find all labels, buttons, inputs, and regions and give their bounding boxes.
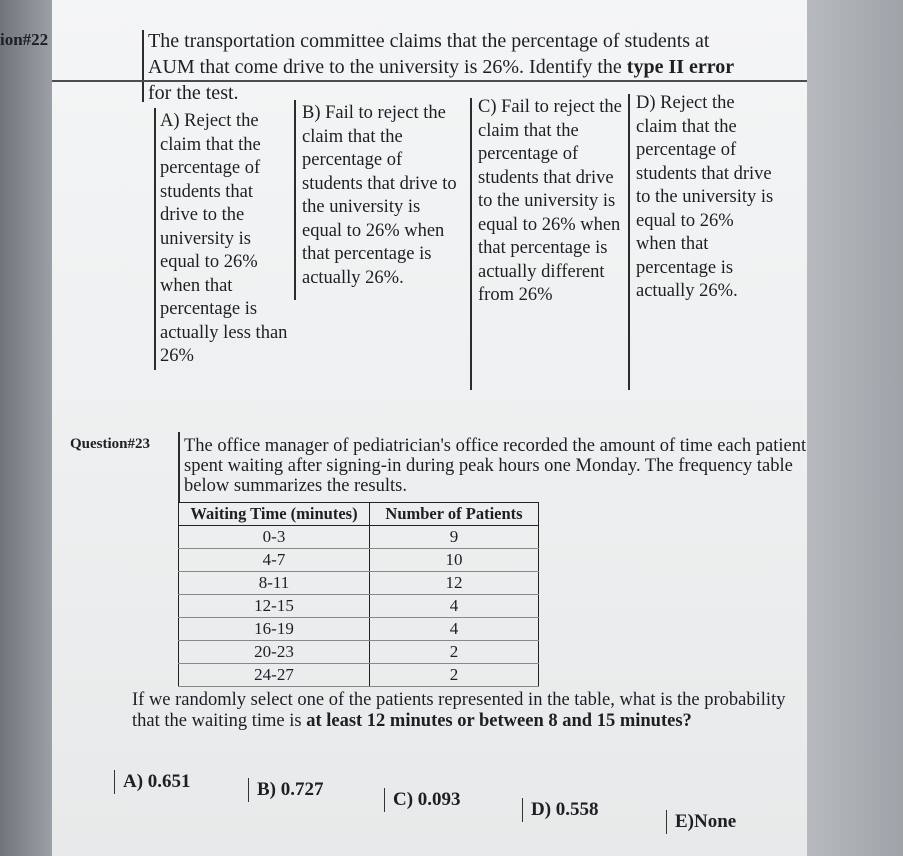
q22-header-rule (52, 80, 807, 82)
table-cell-time: 4-7 (179, 549, 370, 572)
question-23-prompt (132, 690, 812, 732)
table-header-waiting-time: Waiting Time (minutes) (179, 503, 370, 526)
table-row (179, 549, 539, 572)
table-cell-count: 4 (370, 595, 539, 618)
option-d-border (628, 94, 630, 390)
option-a[interactable]: A) Reject the claim that the percentage of students that drive to the university is equal to 26% when that percentage is actually less than 26% (160, 111, 288, 366)
table-cell-time: 12-15 (179, 595, 370, 618)
question-22-line-2: AUM that come drive to the university is 26%. Identify the (148, 56, 627, 78)
question-23-prompt-emphasis: at least 12 minutes or between 8 and 15 minutes? (306, 711, 692, 731)
q23-label-divider (178, 432, 180, 502)
question-22-label: ion#22 (0, 30, 49, 49)
table-cell-time: 8-11 (179, 572, 370, 595)
answer-a[interactable]: A) 0.651 (114, 770, 191, 794)
table-cell-time: 0-3 (179, 526, 370, 549)
option-c-border (470, 98, 472, 390)
answer-e[interactable]: E)None (666, 810, 736, 834)
table-row (179, 572, 539, 595)
table-cell-count: 10 (370, 549, 539, 572)
answer-d[interactable]: D) 0.558 (522, 798, 599, 822)
option-c[interactable]: C) Fail to reject the claim that the percentage of students that drive to the university is equal to 26% when that percentage is actually different from 26% (478, 97, 622, 305)
frequency-table (178, 502, 539, 687)
table-cell-count: 2 (370, 641, 539, 664)
answer-c[interactable]: C) 0.093 (384, 788, 461, 812)
option-d[interactable]: D) Reject the claim that the percentage of students that drive to the university is equal to 26% when that percentage is actually 26%. (636, 93, 774, 301)
table-row (179, 526, 539, 549)
table-cell-count: 12 (370, 572, 539, 595)
table-cell-count: 4 (370, 618, 539, 641)
table-row (179, 595, 539, 618)
option-b[interactable]: B) Fail to reject the claim that the percentage of students that drive to the university is equal to 26% when that percentage is actually 26%. (302, 103, 457, 288)
table-header-number-of-patients: Number of Patients (370, 503, 539, 526)
question-23-label: Question#23 (70, 436, 151, 452)
option-a-border (154, 108, 156, 370)
table-cell-count: 2 (370, 664, 539, 687)
answer-b[interactable]: B) 0.727 (248, 778, 324, 802)
table-row (179, 664, 539, 687)
table-cell-time: 20-23 (179, 641, 370, 664)
background-left-edge (0, 0, 52, 856)
table-cell-count: 9 (370, 526, 539, 549)
table-row (179, 641, 539, 664)
background-right-edge (807, 0, 903, 856)
question-23-text: The office manager of pediatrician's office recorded the amount of time each patient spent waiting after signing-in during peak hours one Monday. The frequency table below summarizes the results. (184, 436, 807, 496)
question-22-line-1: The transportation committee claims that the percentage of students at (148, 30, 710, 52)
question-22-emphasis: type II error (626, 56, 735, 78)
table-cell-time: 16-19 (179, 618, 370, 641)
option-b-border (294, 100, 296, 300)
question-23-prompt-text: If we randomly select one of the patients represented in the table, what is the probability that the waiting time is (132, 690, 786, 731)
table-cell-time: 24-27 (179, 664, 370, 687)
table-row (179, 618, 539, 641)
table-header-row (179, 503, 539, 526)
question-22-line-3: for the test. (148, 82, 239, 104)
